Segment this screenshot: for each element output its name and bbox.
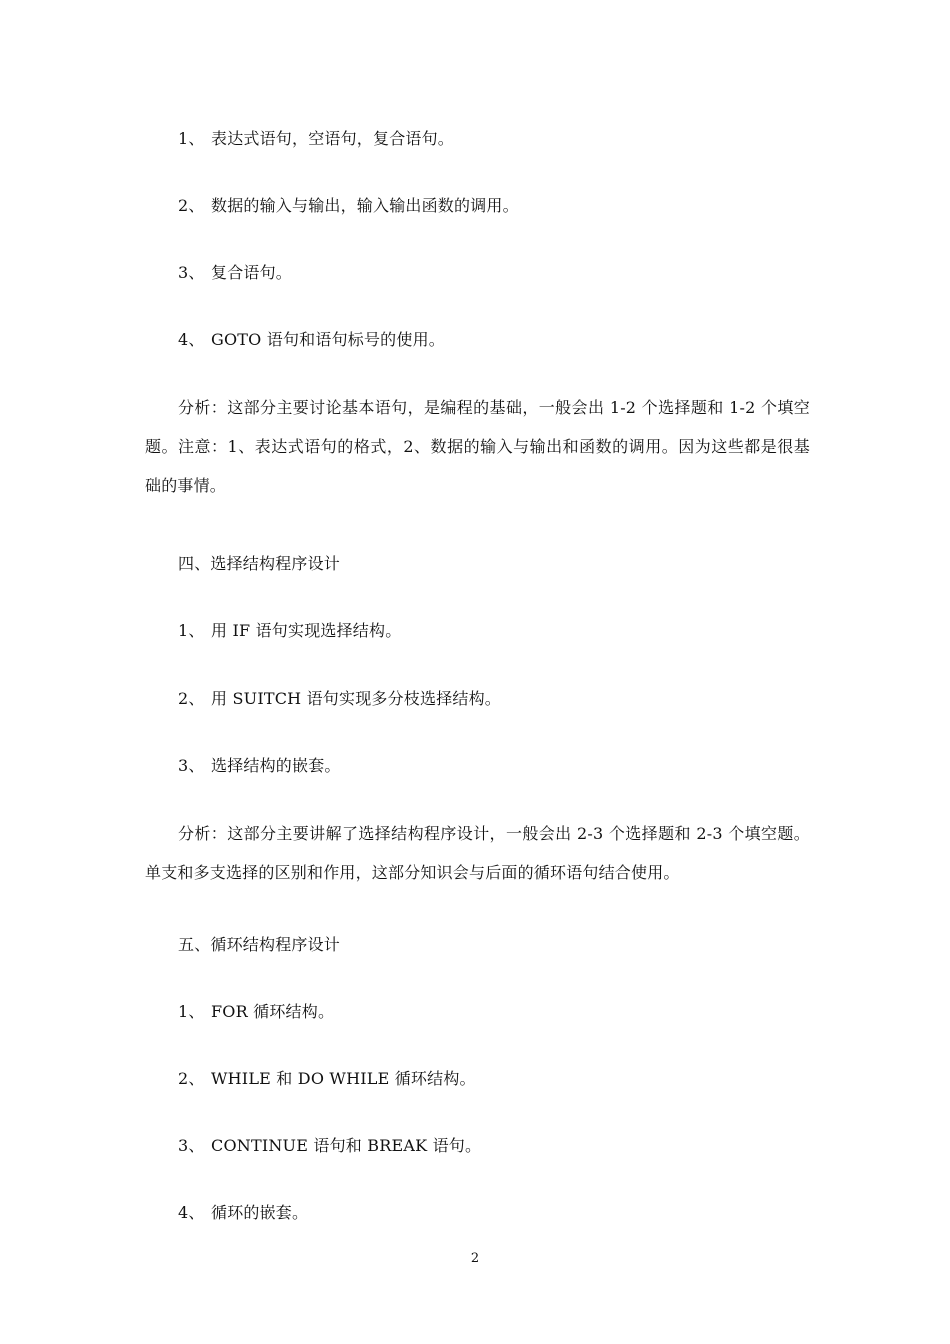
page-number: 2 xyxy=(470,1251,480,1266)
list-item-text: 循环的嵌套。 xyxy=(211,1203,309,1222)
analysis-paragraph: 分析：这部分主要讲解了选择结构程序设计，一般会出 2-3 个选择题和 2-3 个填空题。单支和多支选择的区别和作用，这部分知识会与后面的循环语句结合使用。 xyxy=(145,824,810,882)
list-item xyxy=(178,1203,308,1223)
list-item xyxy=(178,129,454,149)
list-item xyxy=(178,621,401,641)
list-item-number: 3、 xyxy=(178,756,205,775)
list-item-number: 2、 xyxy=(178,1069,205,1088)
list-item-text: 用 SUITCH 语句实现多分枝选择结构。 xyxy=(211,689,502,708)
list-item xyxy=(178,756,341,776)
section-heading: 四、选择结构程序设计 xyxy=(178,554,341,573)
list-item-text: WHILE 和 DO WHILE 循环结构。 xyxy=(211,1069,476,1088)
list-item-number: 1、 xyxy=(178,129,205,148)
list-item-text: 数据的输入与输出，输入输出函数的调用。 xyxy=(211,196,519,215)
list-item xyxy=(178,1069,476,1089)
list-item-text: FOR 循环结构。 xyxy=(211,1002,335,1021)
section-heading: 五、循环结构程序设计 xyxy=(178,935,341,954)
list-item-text: 用 IF 语句实现选择结构。 xyxy=(211,621,402,640)
list-item xyxy=(178,263,292,283)
analysis-paragraph: 分析：这部分主要讨论基本语句，是编程的基础，一般会出 1-2 个选择题和 1-2 个填空题。注意：1、表达式语句的格式，2、数据的输入与输出和函数的调用。因为这些都是很基础的事情。 xyxy=(145,398,810,495)
list-item-number: 4、 xyxy=(178,1203,205,1222)
list-item-text: 表达式语句，空语句，复合语句。 xyxy=(211,129,455,148)
list-item-number: 1、 xyxy=(178,621,205,640)
list-item xyxy=(178,196,519,216)
list-item-number: 3、 xyxy=(178,263,205,282)
list-item-number: 3、 xyxy=(178,1136,205,1155)
list-item xyxy=(178,1136,481,1156)
list-item-number: 4、 xyxy=(178,330,205,349)
list-item-number: 1、 xyxy=(178,1002,205,1021)
list-item-text: CONTINUE 语句和 BREAK 语句。 xyxy=(211,1136,482,1155)
list-item-text: GOTO 语句和语句标号的使用。 xyxy=(211,330,445,349)
list-item-text: 选择结构的嵌套。 xyxy=(211,756,341,775)
list-item-number: 2、 xyxy=(178,196,205,215)
list-item xyxy=(178,689,501,709)
list-item-number: 2、 xyxy=(178,689,205,708)
list-item xyxy=(178,1002,334,1022)
list-item xyxy=(178,330,445,350)
list-item-text: 复合语句。 xyxy=(211,263,293,282)
